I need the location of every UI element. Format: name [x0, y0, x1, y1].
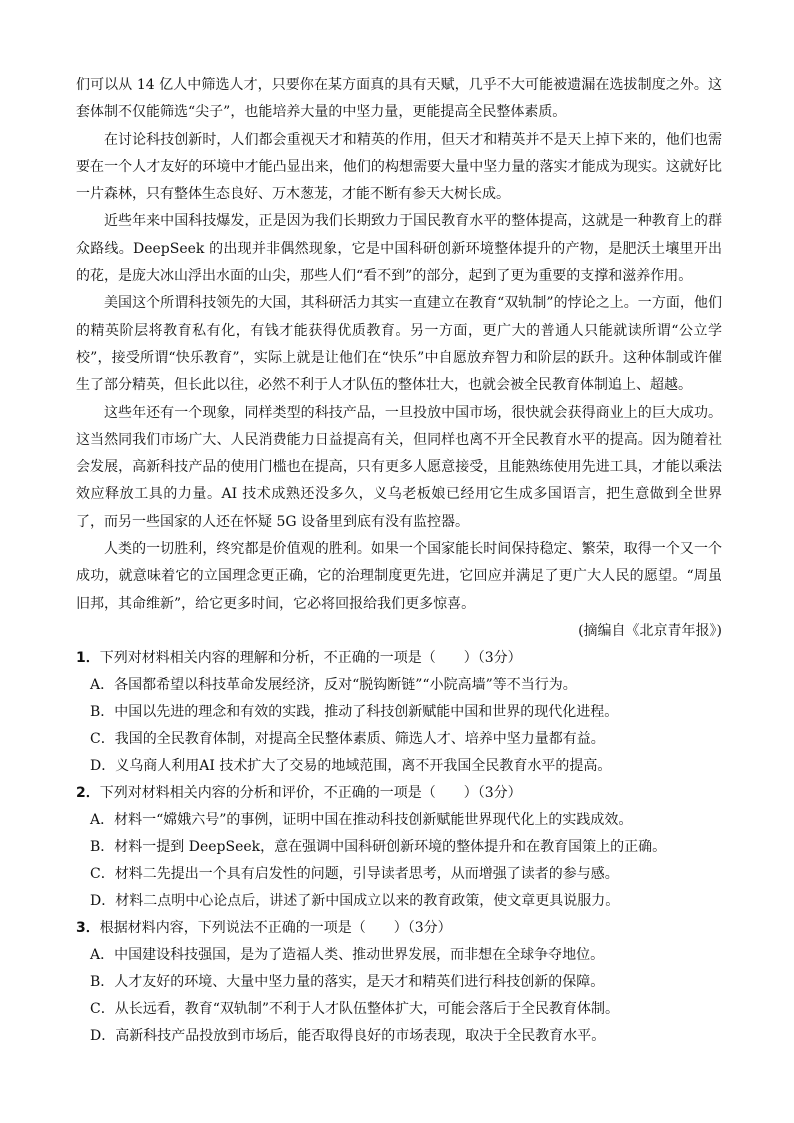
passage-source: (摘编自《北京青年报》) [578, 622, 722, 639]
document-page [76, 72, 722, 1050]
option-a: A．中国建设科技强国，是为了造福人类、推动世界发展，而非想在全球争夺地位。 [90, 946, 605, 963]
passage-paragraph-5: 这些年还有一个现象，同样类型的科技产品，一旦投放中国市场，很快就会获得商业上的巨大成功。这当然同我们市场广大、人民消费能力日益提高有关，但同样也离不开全民教育水平的提高。因为随着社会发展，高新科技产品的使用门槛也在提高，只有更多人愿意接受，且能熟练使用先进工具，才能以乘法效应释放工具的力量。AI 技术成熟还没多久，义乌老板娘已经用它生成多国语言，把生意做到全世界了，而另一些国家的人还在怀疑 5G 设备里到底有没有监控器。 [76, 404, 722, 530]
question-stem [76, 780, 722, 807]
question-stem [76, 915, 722, 942]
option-d: D．高新科技产品投放到市场后，能否取得良好的市场表现，取决于全民教育水平。 [90, 1027, 606, 1044]
option-d: D．义乌商人利用AI 技术扩大了交易的地域范围，离不开我国全民教育水平的提高。 [90, 757, 612, 774]
option-b: B．材料一提到 DeepSeek，意在强调中国科研创新环境的整体提升和在教育国策上的正确。 [90, 838, 667, 855]
passage-paragraph-2: 在讨论科技创新时，人们都会重视天才和精英的作用，但天才和精英并不是天上掉下来的，他们也需要在一个人才友好的环境中才能凸显出来，他们的构想需要大量中坚力量的落实才能成为现实。这就好比一片森林，只有整体生态良好、万木葱茏，才能不断有参天大树长成。 [76, 131, 722, 203]
question-number: 1． [76, 649, 100, 666]
option-a: A．材料一“嫦娥六号”的事例，证明中国在推动科技创新赋能世界现代化上的实践成效。 [90, 811, 633, 828]
option-c: C．从长远看，教育“双轨制”不利于人才队伍整体扩大，可能会落后于全民教育体制。 [90, 1000, 620, 1017]
passage-paragraph-6: 人类的一切胜利，终究都是价值观的胜利。如果一个国家能长时间保持稳定、繁荣，取得一个又一个成功，就意味着它的立国理念更正确，它的治理制度更先进，它回应并满足了更广大人民的愿望。“周虽旧邦，其命维新”，给它更多时间，它必将回报给我们更多惊喜。 [76, 541, 722, 612]
option-a: A．各国都希望以科技革命发展经济，反对“脱钩断链”“小院高墙”等不当行为。 [90, 676, 577, 693]
option-c: C．我国的全民教育体制，对提高全民整体素质、筛选人才、培养中坚力量都有益。 [90, 730, 605, 747]
passage-paragraph-1: 们可以从 14 亿人中筛选人才，只要你在某方面真的具有天赋，几乎不大可能被遗漏在选拔制度之外。这套体制不仅能筛选“尖子”，也能培养大量的中坚力量，更能提高全民整体素质。 [76, 77, 722, 121]
question-text: 下列对材料相关内容的理解和分析，不正确的一项是（ ）（3分） [99, 649, 522, 666]
question-stem [76, 645, 722, 672]
option-d: D．材料二点明中心论点后，讲述了新中国成立以来的教育政策，使文章更具说服力。 [90, 892, 620, 909]
passage-paragraph-4: 美国这个所谓科技领先的大国，其科研活力其实一直建立在教育“双轨制”的悖论之上。一方面，他们的精英阶层将教育私有化，有钱才能获得优质教育。另一方面，更广大的普通人只能就读所谓“公立学校”，接受所谓“快乐教育”，实际上就是让他们在“快乐”中自愿放弃智力和阶层的跃升。这种体制或许催生了部分精英，但长此以往，必然不利于人才队伍的整体壮大，也就会被全民教育体制追上、超越。 [76, 295, 722, 394]
option-b: B．人才友好的环境、大量中坚力量的落实，是天才和精英们进行科技创新的保障。 [90, 973, 605, 990]
option-c: C．材料二先提出一个具有启发性的问题，引导读者思考，从而增强了读者的参与感。 [90, 865, 619, 882]
question-1 [76, 645, 722, 780]
question-3 [76, 915, 722, 1050]
question-text: 下列对材料相关内容的分析和评价，不正确的一项是（ ）（3分） [99, 784, 522, 801]
question-text: 根据材料内容，下列说法不正确的一项是（ ）（3分） [99, 919, 452, 936]
passage-paragraph-3: 近些年来中国科技爆发，正是因为我们长期致力于国民教育水平的整体提高，这就是一种教育上的群众路线。DeepSeek 的出现并非偶然现象，它是中国科研创新环境整体提升的产物，是肥沃土壤里开出的花，是庞大冰山浮出水面的山尖，那些人们“看不到”的部分，起到了更为重要的支撑和滋养作用。 [76, 213, 722, 285]
question-number: 2． [76, 784, 100, 801]
question-2 [76, 780, 722, 915]
option-b: B．中国以先进的理念和有效的实践，推动了科技创新赋能中国和世界的现代化进程。 [90, 703, 619, 720]
question-number: 3． [76, 919, 100, 936]
